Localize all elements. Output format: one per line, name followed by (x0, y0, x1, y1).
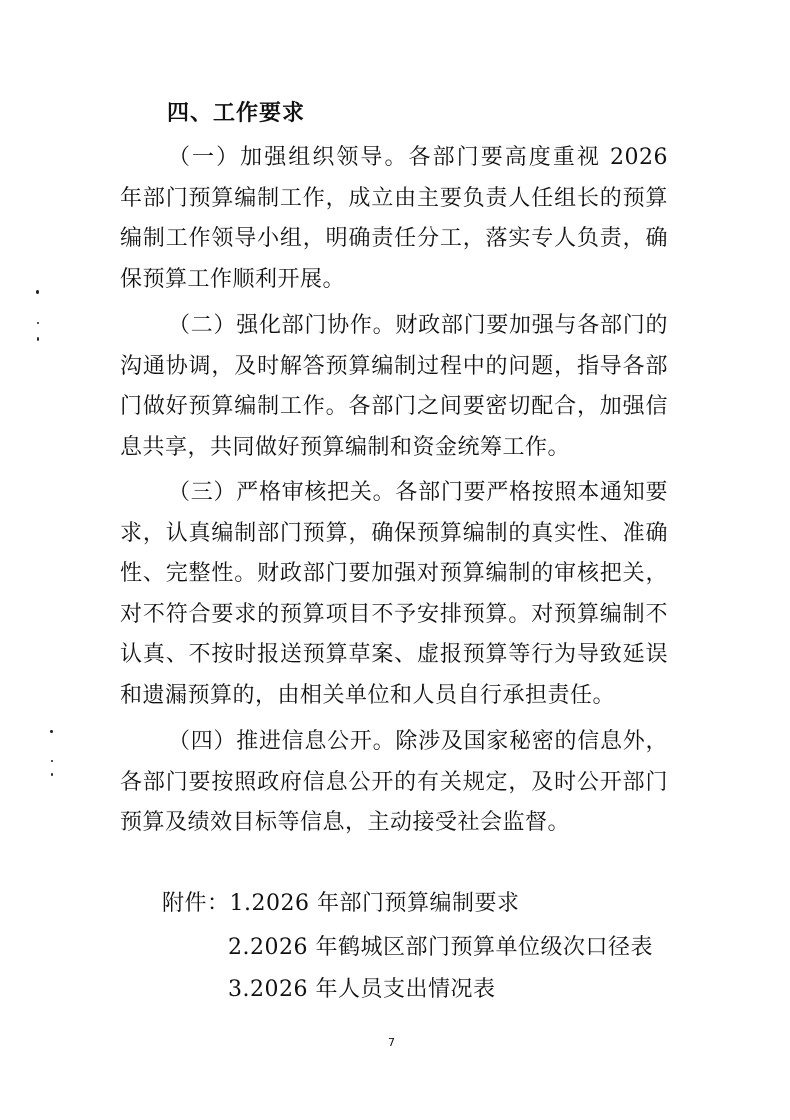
section-heading: 四、工作要求 (167, 100, 306, 126)
attachment-item-1: 附件：1.2026 年部门预算编制要求 (162, 891, 520, 916)
scan-speck (37, 337, 39, 341)
attachment-item-3: 3.2026 年人员支出情况表 (228, 977, 496, 1002)
paragraph-department-coordination: （二）强化部门协作。财政部门要加强与各部门的沟通协调，及时解答预算编制过程中的问题，指导各部门做好预算编制工作。各部门之间要密切配合，加强信息共享，共同做好预算编制和资金统筹工作。 (120, 313, 668, 460)
paragraph-organization-leadership: （一）加强组织领导。各部门要高度重视 2026 年部门预算编制工作，成立由主要负责人任组长的预算编制工作领导小组，明确责任分工，落实专人负责，确保预算工作顺利开展。 (120, 145, 668, 292)
scan-speck (51, 773, 53, 776)
paragraph-information-disclosure: （四）推进信息公开。除涉及国家秘密的信息外，各部门要按照政府信息公开的有关规定，及时公开部门预算及绩效目标等信息，主动接受社会监督。 (120, 729, 668, 835)
paragraph-strict-review: （三）严格审核把关。各部门要严格按照本通知要求，认真编制部门预算，确保预算编制的真实性、准确性、完整性。财政部门要加强对预算编制的审核把关，对不符合要求的预算项目不予安排预算。对预算编制不认真、不按时报送预算草案、虚报预算等行为导致延误和遗漏预算的，由相关单位和人员自行承担责任。 (120, 480, 668, 708)
scan-speck (51, 760, 53, 762)
scan-speck (37, 322, 39, 324)
scan-speck (50, 730, 53, 733)
page-number: 7 (388, 1036, 395, 1049)
attachment-item-2: 2.2026 年鹤城区部门预算单位级次口径表 (228, 935, 653, 960)
scan-speck (36, 290, 39, 294)
